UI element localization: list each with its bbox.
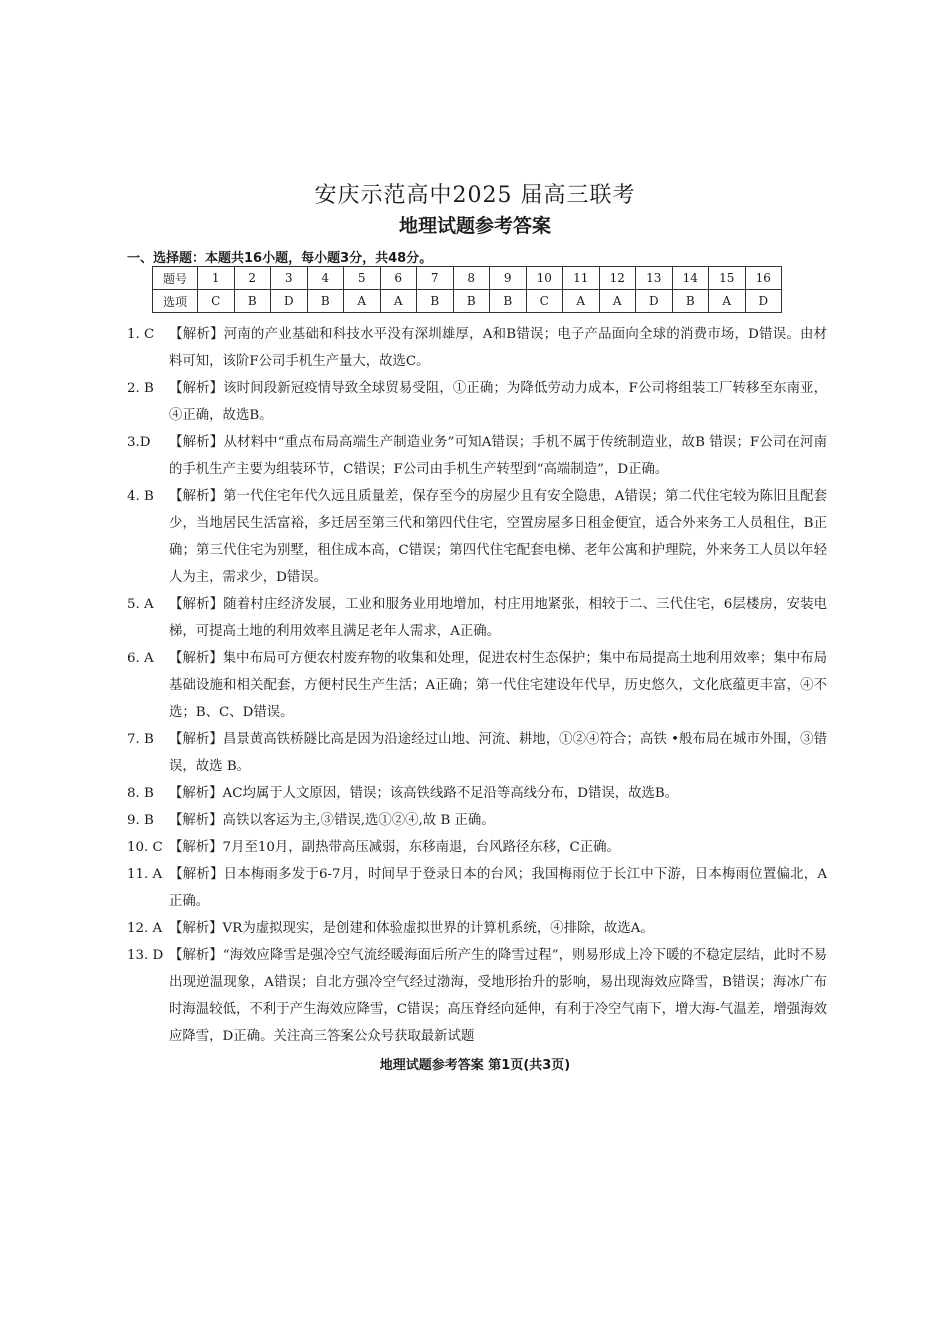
section-heading: 一、选择题：本题共16小题，每小题3分，共48分。 bbox=[127, 251, 433, 266]
item-number: 5. A bbox=[127, 597, 154, 612]
item-number: 10. C bbox=[127, 840, 163, 855]
item-text: 【解析】河南的产业基础和科技水平没有深圳雄厚，A和B错误；电子产品面向全球的消费市场，D错误。由材料可知，该阶F公司手机生产量大，故选C。 bbox=[169, 327, 827, 369]
answer-cell: D bbox=[636, 290, 673, 313]
item-number: 2. B bbox=[127, 381, 154, 396]
item-number: 7. B bbox=[127, 732, 154, 747]
page-title: 安庆示范高中2025 届高三联考 bbox=[314, 183, 636, 208]
page-footer: 地理试题参考答案 第1页(共3页) bbox=[379, 1058, 571, 1073]
question-number: 11 bbox=[563, 267, 600, 290]
answer-cell: C bbox=[198, 290, 235, 313]
item-number: 3.D bbox=[127, 435, 151, 450]
answer-cell: B bbox=[672, 290, 709, 313]
item-text: 【解析】7月至10月，副热带高压减弱，东移南退，台风路径东移，C正确。 bbox=[169, 840, 620, 855]
answer-table-answer-row bbox=[153, 290, 782, 313]
row-label-number: 题号 bbox=[153, 267, 198, 290]
item-number: 6. A bbox=[127, 651, 154, 666]
answer-cell: D bbox=[745, 290, 782, 313]
answer-cell: B bbox=[453, 290, 490, 313]
explanation-item bbox=[127, 429, 827, 483]
question-number: 9 bbox=[490, 267, 527, 290]
answer-cell: A bbox=[709, 290, 746, 313]
page-subtitle: 地理试题参考答案 bbox=[398, 215, 551, 237]
question-number: 4 bbox=[307, 267, 344, 290]
answer-cell: B bbox=[417, 290, 454, 313]
answer-cell: D bbox=[271, 290, 308, 313]
explanation-item bbox=[127, 861, 827, 915]
item-text: 【解析】日本梅雨多发于6-7月，时间早于登录日本的台风；我国梅雨位于长江中下游，日本梅雨位置偏北，A正确。 bbox=[169, 867, 827, 909]
answer-cell: A bbox=[563, 290, 600, 313]
answer-cell: B bbox=[490, 290, 527, 313]
item-text: 【解析】第一代住宅年代久远且质量差，保存至今的房屋少且有安全隐患，A错误；第二代住宅较为陈旧且配套少，当地居民生活富裕，多迁居至第三代和第四代住宅，空置房屋多日租金便宜，适合外来务工人员租住，B正确；第三代住宅为别墅，租住成本高，C错误；第四代住宅配套电梯、老年公寓和护理院，外来务工人员以年轻人为主，需求少，D错误。 bbox=[169, 489, 827, 585]
question-number: 7 bbox=[417, 267, 454, 290]
item-text: 【解析】AC均属于人文原因，错误；该高铁线路不足沿等高线分布，D错误，故选B。 bbox=[169, 786, 679, 801]
question-number: 2 bbox=[234, 267, 271, 290]
explanation-item bbox=[127, 375, 827, 429]
question-number: 8 bbox=[453, 267, 490, 290]
question-number: 5 bbox=[344, 267, 381, 290]
item-number: 4. B bbox=[127, 489, 154, 504]
item-text: 【解析】昌景黄高铁桥隧比高是因为沿途经过山地、河流、耕地，①②④符合；高铁 •般布局在城市外围，③错误，故选 B。 bbox=[169, 732, 827, 774]
item-number: 12. A bbox=[127, 921, 163, 936]
item-text: 【解析】“海效应降雪是强冷空气流经暖海面后所产生的降雪过程”，则易形成上冷下暖的不稳定层结，此时不易出现逆温现象，A错误；自北方强冷空气经过渤海，受地形抬升的影响，易出现海效应降雪，B错误；海冰广布时海温较低，不利于产生海效应降雪，C错误；高压脊经向延伸，有利于冷空气南下，增大海-气温差，增强海效应降雪，D正确。关注高三答案公众号获取最新试题 bbox=[169, 948, 827, 1044]
question-number: 1 bbox=[198, 267, 235, 290]
explanation-item bbox=[127, 807, 827, 834]
explanation-item bbox=[127, 915, 827, 942]
row-label-answer: 选项 bbox=[153, 290, 198, 313]
item-text: 【解析】VR为虚拟现实，是创建和体验虚拟世界的计算机系统，④排除，故选A。 bbox=[169, 921, 654, 936]
answer-explanations bbox=[127, 321, 827, 1050]
item-number: 13. D bbox=[127, 948, 164, 963]
item-number: 8. B bbox=[127, 786, 154, 801]
question-number: 10 bbox=[526, 267, 563, 290]
explanation-item bbox=[127, 645, 827, 726]
answer-table bbox=[152, 266, 782, 313]
question-number: 6 bbox=[380, 267, 417, 290]
item-number: 1. C bbox=[127, 327, 155, 342]
answer-cell: A bbox=[599, 290, 636, 313]
explanation-item bbox=[127, 321, 827, 375]
explanation-item bbox=[127, 483, 827, 591]
item-text: 【解析】该时间段新冠疫情导致全球贸易受阻，①正确；为降低劳动力成本，F公司将组装工厂转移至东南亚，④正确，故选B。 bbox=[169, 381, 827, 423]
answer-cell: A bbox=[344, 290, 381, 313]
item-text: 【解析】随着村庄经济发展，工业和服务业用地增加，村庄用地紧张，相较于二、三代住宅，6层楼房，安装电梯，可提高土地的利用效率且满足老年人需求，A正确。 bbox=[169, 597, 827, 639]
question-number: 13 bbox=[636, 267, 673, 290]
answer-cell: B bbox=[307, 290, 344, 313]
question-number: 16 bbox=[745, 267, 782, 290]
explanation-item bbox=[127, 834, 827, 861]
item-number: 9. B bbox=[127, 813, 154, 828]
answer-cell: B bbox=[234, 290, 271, 313]
explanation-item bbox=[127, 591, 827, 645]
question-number: 15 bbox=[709, 267, 746, 290]
explanation-item bbox=[127, 780, 827, 807]
question-number: 12 bbox=[599, 267, 636, 290]
item-text: 【解析】高铁以客运为主,③错误,选①②④,故 B 正确。 bbox=[169, 813, 495, 828]
answer-table-number-row bbox=[153, 267, 782, 290]
explanation-item bbox=[127, 942, 827, 1050]
item-number: 11. A bbox=[127, 867, 163, 882]
question-number: 14 bbox=[672, 267, 709, 290]
item-text: 【解析】从材料中“重点布局高端生产制造业务”可知A错误；手机不属于传统制造业，故B 错误；F公司在河南的手机生产主要为组装环节，C错误；F公司由手机生产转型到“高端制造”，D正确。 bbox=[169, 435, 827, 477]
answer-cell: C bbox=[526, 290, 563, 313]
answer-cell: A bbox=[380, 290, 417, 313]
question-number: 3 bbox=[271, 267, 308, 290]
item-text: 【解析】集中布局可方便农村废弃物的收集和处理，促进农村生态保护；集中布局提高土地利用效率；集中布局基础设施和相关配套，方便村民生产生活；A正确；第一代住宅建设年代早，历史悠久，文化底蕴更丰富，④不选；B、C、D错误。 bbox=[169, 651, 827, 720]
explanation-item bbox=[127, 726, 827, 780]
